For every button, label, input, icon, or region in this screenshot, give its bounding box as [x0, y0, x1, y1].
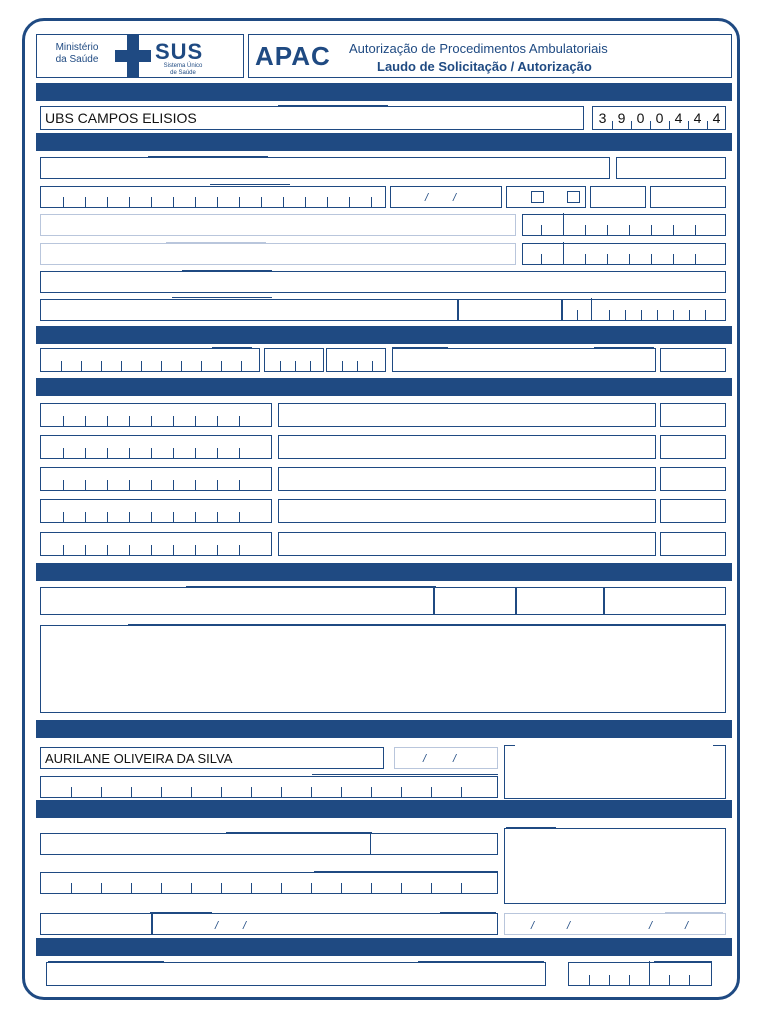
cnes-field[interactable] [592, 106, 726, 130]
main-procedure-name-field[interactable] [392, 348, 656, 372]
main-procedure-qty-field[interactable] [264, 348, 324, 372]
title-line2: Laudo de Solicitação / Autorização [377, 59, 592, 74]
establishment-name-field[interactable] [40, 106, 584, 130]
guardian-phone-field[interactable] [522, 243, 726, 265]
secondary-procedure-name-field[interactable] [278, 467, 656, 491]
secondary-procedure-code-field[interactable] [40, 467, 272, 491]
sus-sub-line2: de Saúde [170, 70, 196, 76]
cnes-digit: 4 [674, 110, 683, 126]
secondary-procedure-name-field[interactable] [278, 403, 656, 427]
guardian-name-field[interactable] [40, 243, 516, 265]
sus-cross-icon [115, 35, 151, 78]
ibge-code-field[interactable] [458, 299, 562, 321]
ministry-line1: Ministério [55, 42, 99, 53]
main-procedure-qty2-field[interactable] [660, 348, 726, 372]
uf-cep-field[interactable] [562, 299, 726, 321]
establishment-name: UBS CAMPOS ELISIOS [45, 110, 197, 126]
secondary-procedure-code-field[interactable] [40, 403, 272, 427]
section-band-request [36, 720, 732, 738]
section-band-justification [36, 563, 732, 581]
authorization-date-field[interactable]: / / [152, 913, 498, 935]
apac-title-box [248, 34, 732, 78]
cid-main-field[interactable] [434, 587, 516, 615]
patient-record-field[interactable] [616, 157, 726, 179]
cnes-digit: 3 [598, 110, 607, 126]
apac-logo: APAC [255, 41, 331, 71]
section-band-patient [36, 133, 732, 151]
requester-cns-field[interactable] [40, 776, 498, 798]
executor-cnes-field[interactable] [568, 962, 712, 986]
secondary-procedure-code-field[interactable] [40, 499, 272, 523]
secondary-procedure-qty-field[interactable] [660, 532, 726, 556]
secondary-procedure-code-field[interactable] [40, 435, 272, 459]
sex-male-checkbox[interactable] [531, 191, 544, 203]
diagnosis-description-field[interactable] [40, 587, 434, 615]
cnes-digit: 4 [693, 110, 702, 126]
sex-female-checkbox[interactable] [567, 191, 580, 203]
secondary-procedure-qty-field[interactable] [660, 435, 726, 459]
cid-secondary-field[interactable] [516, 587, 604, 615]
section-band-authorization [36, 800, 732, 818]
authorizer-name-field[interactable] [40, 833, 372, 855]
race-field[interactable] [590, 186, 646, 208]
sex-field[interactable] [506, 186, 586, 208]
mother-name-field[interactable] [40, 214, 516, 236]
secondary-procedure-qty-field[interactable] [660, 403, 726, 427]
cid-associated-field[interactable] [604, 587, 726, 615]
authorizer-signature-field[interactable] [504, 828, 726, 904]
section-band-secondary-procedures [36, 378, 732, 396]
request-date-field[interactable]: / / [394, 747, 498, 769]
requester-signature-field[interactable] [504, 745, 726, 799]
cnes-digit: 9 [617, 110, 626, 126]
secondary-procedure-code-field[interactable] [40, 532, 272, 556]
ministry-sus-logo [36, 34, 244, 78]
cnes-digit: 0 [655, 110, 664, 126]
city-field[interactable] [40, 299, 458, 321]
requester-name-field[interactable] [40, 747, 384, 769]
main-procedure-code-field[interactable] [40, 348, 260, 372]
main-procedure-cid-field[interactable] [326, 348, 386, 372]
executor-establishment-field[interactable] [46, 962, 546, 986]
section-band-execution [36, 938, 732, 956]
secondary-procedure-qty-field[interactable] [660, 467, 726, 491]
section-band-main-procedure [36, 326, 732, 344]
secondary-procedure-name-field[interactable] [278, 435, 656, 459]
cnes-digit: 0 [636, 110, 645, 126]
ministry-line2: da Saúde [55, 54, 99, 65]
patient-name-field[interactable] [40, 157, 610, 179]
address-field[interactable] [40, 271, 726, 293]
mother-phone-field[interactable] [522, 214, 726, 236]
patient-cns-field[interactable] [40, 186, 386, 208]
validity-period-field[interactable]: / / / / [504, 913, 726, 935]
secondary-procedure-name-field[interactable] [278, 532, 656, 556]
section-band-establishment [36, 83, 732, 101]
observations-field[interactable] [40, 625, 726, 713]
authorizer-cns-field[interactable] [40, 872, 498, 894]
sus-wordmark: SUS [155, 39, 204, 64]
secondary-procedure-name-field[interactable] [278, 499, 656, 523]
ethnicity-field[interactable] [650, 186, 726, 208]
sus-sub-line1: Sistema Único [163, 63, 203, 69]
cnes-digit: 4 [712, 110, 721, 126]
secondary-procedure-qty-field[interactable] [660, 499, 726, 523]
authorizer-code-field[interactable] [370, 833, 498, 855]
requester-name: AURILANE OLIVEIRA DA SILVA [45, 751, 233, 766]
birth-date-field[interactable]: / / [390, 186, 502, 208]
authorization-number-field[interactable] [40, 913, 152, 935]
title-line1: Autorização de Procedimentos Ambulatoriais [349, 41, 608, 56]
